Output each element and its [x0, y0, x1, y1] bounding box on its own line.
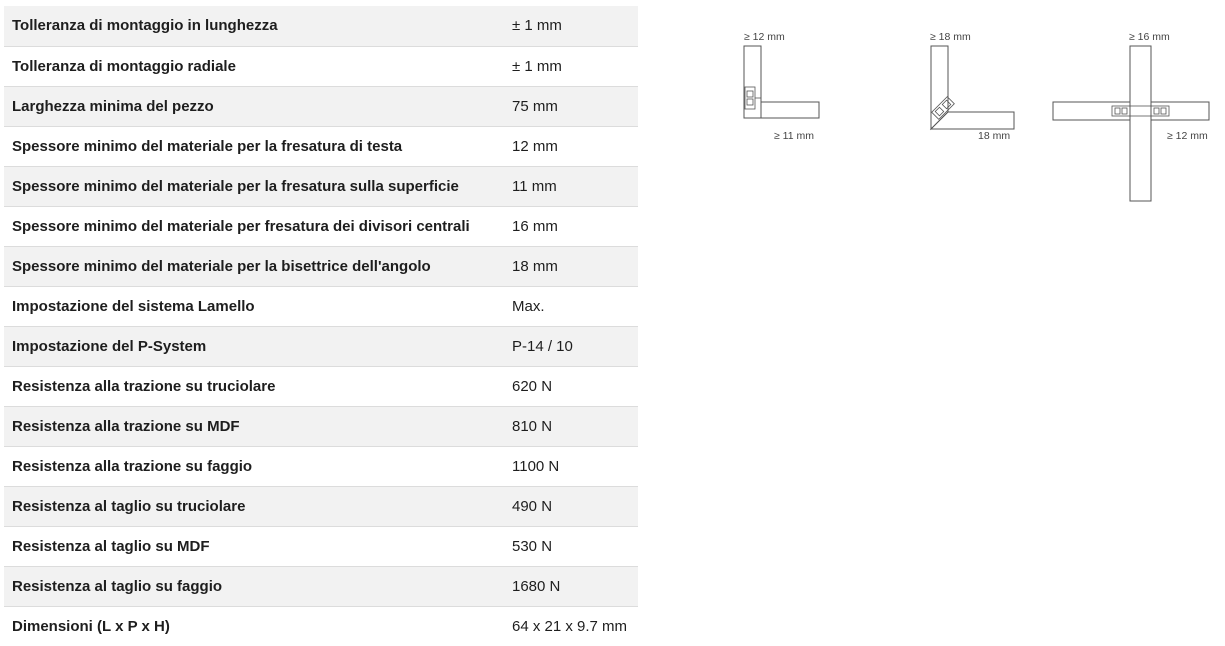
spec-label: Spessore minimo del materiale per fresatura dei divisori centrali — [4, 206, 504, 246]
spec-value: 16 mm — [504, 206, 638, 246]
spec-value: 18 mm — [504, 246, 638, 286]
spec-label: Spessore minimo del materiale per la fresatura sulla superficie — [4, 166, 504, 206]
spec-row — [4, 366, 638, 406]
corner-thickness-label: ≥ 12 mm — [744, 31, 785, 43]
spec-value: 810 N — [504, 406, 638, 446]
spec-label: Spessore minimo del materiale per la bisettrice dell'angolo — [4, 246, 504, 286]
miter-joint-diagram — [922, 25, 1027, 150]
spec-label: Resistenza alla trazione su truciolare — [4, 366, 504, 406]
center-divider-panel — [1130, 46, 1151, 201]
left-shelf-panel — [1053, 102, 1130, 120]
spec-value: 75 mm — [504, 86, 638, 126]
spec-row — [4, 126, 638, 166]
tee-shelf-label: ≥ 12 mm — [1167, 130, 1208, 142]
spec-value: 1680 N — [504, 566, 638, 606]
right-shelf-panel — [1151, 102, 1209, 120]
corner-surface-label: ≥ 11 mm — [774, 130, 814, 142]
spec-label: Larghezza minima del pezzo — [4, 86, 504, 126]
spec-value: Max. — [504, 286, 638, 326]
spec-label: Dimensioni (L x P x H) — [4, 606, 504, 646]
spec-row — [4, 566, 638, 606]
miter-thickness-label: ≥ 18 mm — [930, 31, 971, 43]
spec-row — [4, 246, 638, 286]
miter-dimension-label: 18 mm — [978, 130, 1011, 142]
spec-value: 1100 N — [504, 446, 638, 486]
spec-label: Resistenza al taglio su truciolare — [4, 486, 504, 526]
corner-joint-diagram — [735, 25, 835, 150]
tee-thickness-label: ≥ 16 mm — [1129, 31, 1170, 43]
spec-label: Impostazione del sistema Lamello — [4, 286, 504, 326]
spec-label: Resistenza al taglio su faggio — [4, 566, 504, 606]
spec-label: Tolleranza di montaggio radiale — [4, 46, 504, 86]
spec-row — [4, 406, 638, 446]
horizontal-panel — [761, 102, 819, 118]
tee-joint-diagram — [1050, 25, 1220, 205]
specifications-table — [4, 6, 638, 646]
spec-row — [4, 206, 638, 246]
spec-row — [4, 446, 638, 486]
spec-label: Resistenza alla trazione su faggio — [4, 446, 504, 486]
spec-label: Resistenza alla trazione su MDF — [4, 406, 504, 446]
spec-value: ± 1 mm — [512, 17, 562, 35]
spec-label: Spessore minimo del materiale per la fresatura di testa — [4, 126, 504, 166]
spec-value: 11 mm — [504, 166, 638, 206]
spec-row — [4, 606, 638, 646]
spec-value: 64 x 21 x 9.7 mm — [504, 606, 638, 646]
spec-value: 620 N — [504, 366, 638, 406]
spec-value: ± 1 mm — [504, 46, 638, 86]
spec-row — [4, 86, 638, 126]
spec-label: Tolleranza di montaggio in lunghezza — [12, 17, 278, 35]
spec-row — [4, 486, 638, 526]
spec-row — [4, 166, 638, 206]
spec-label: Resistenza al taglio su MDF — [4, 526, 504, 566]
spec-row — [4, 526, 638, 566]
spec-row — [4, 46, 638, 86]
vertical-panel — [744, 46, 761, 118]
spec-value: 490 N — [504, 486, 638, 526]
spec-row — [4, 326, 638, 366]
spec-label: Impostazione del P-System — [4, 326, 504, 366]
spec-value: P-14 / 10 — [504, 326, 638, 366]
spec-row — [4, 6, 638, 46]
spec-value: 12 mm — [504, 126, 638, 166]
spec-value: 530 N — [504, 526, 638, 566]
spec-row — [4, 286, 638, 326]
